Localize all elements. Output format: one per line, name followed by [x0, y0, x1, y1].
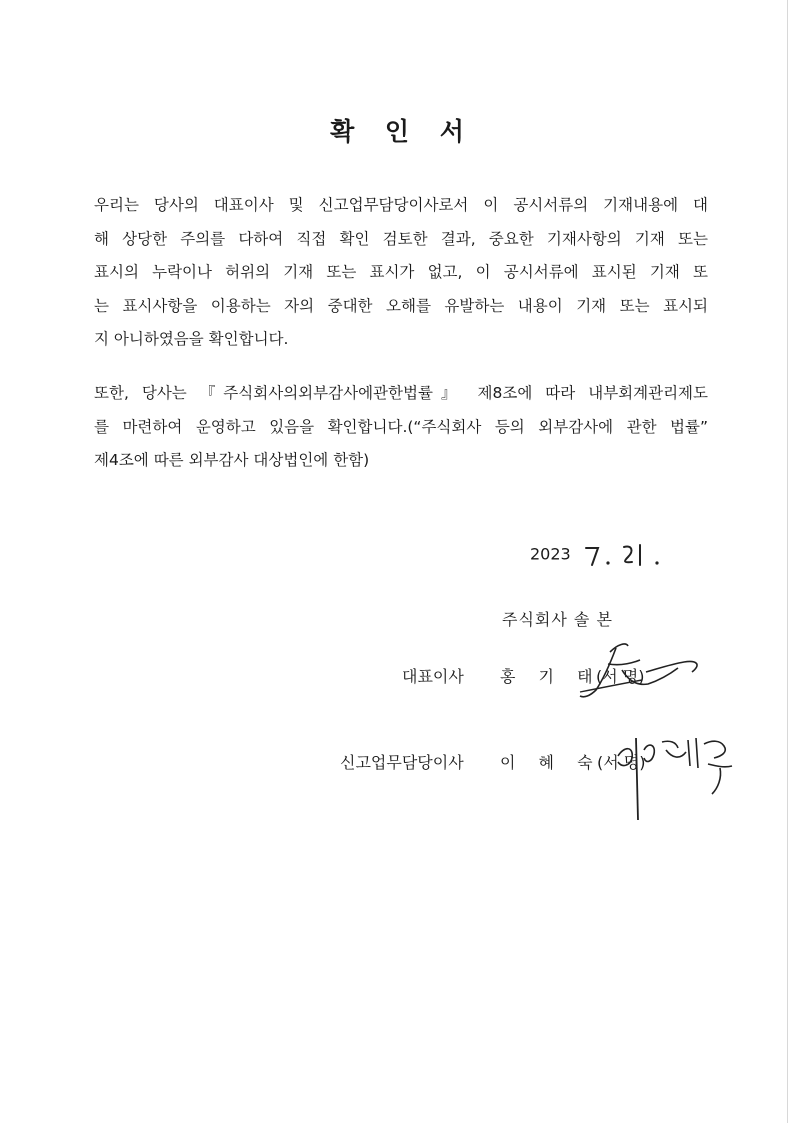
- paragraph-line: 우리는 당사의 대표이사 및 신고업무담당이사로서 이 공시서류의 기재내용에 대: [94, 196, 708, 214]
- internal-control-paragraph: [94, 377, 708, 478]
- confirmation-paragraph: [94, 189, 708, 357]
- paragraph-line: 해 상당한 주의를 다하여 직접 확인 검토한 결과, 중요한 기재사항의 기재 또는: [94, 229, 708, 248]
- company-name: 주식회사 솔 본: [502, 610, 613, 629]
- disclosure-officer-name: 이 혜 숙: [500, 753, 602, 772]
- paragraph-line: 또한, 당사는 『주식회사의외부감사에관한법률』 제8조에 따라 내부회계관리제도: [94, 384, 708, 402]
- ceo-role: 대표이사: [402, 667, 464, 686]
- ceo-handwritten-signature: [560, 634, 710, 704]
- date-year: 2023: [530, 544, 571, 564]
- paragraph-line: 지 아니하였음을 확인합니다.: [94, 330, 289, 348]
- disclosure-officer-handwritten-signature: [600, 728, 750, 823]
- handwritten-date: [580, 539, 670, 569]
- paragraph-line: 표시의 누락이나 허위의 기재 또는 표시가 없고, 이 공시서류에 표시된 기재 또: [94, 263, 708, 281]
- ceo-signature-label: (서 명): [596, 667, 645, 686]
- paragraph-line: 는 표시사항을 이용하는 자의 중대한 오해를 유발하는 내용이 기재 또는 표시되: [94, 296, 708, 315]
- ceo-name: 홍 기 태: [500, 667, 602, 686]
- disclosure-officer-signature-label: (서 명): [597, 753, 646, 772]
- disclosure-officer-role: 신고업무담당이사: [340, 753, 464, 772]
- signing-date: [530, 539, 670, 569]
- document-title: 확 인 서: [330, 117, 475, 146]
- page-edge-line: [787, 0, 788, 1123]
- paragraph-line: 제4조에 따른 외부감사 대상법인에 한함): [94, 451, 370, 469]
- paragraph-line: 를 마련하여 운영하고 있음을 확인합니다.(“주식회사 등의 외부감사에 관한 법률”: [94, 417, 708, 436]
